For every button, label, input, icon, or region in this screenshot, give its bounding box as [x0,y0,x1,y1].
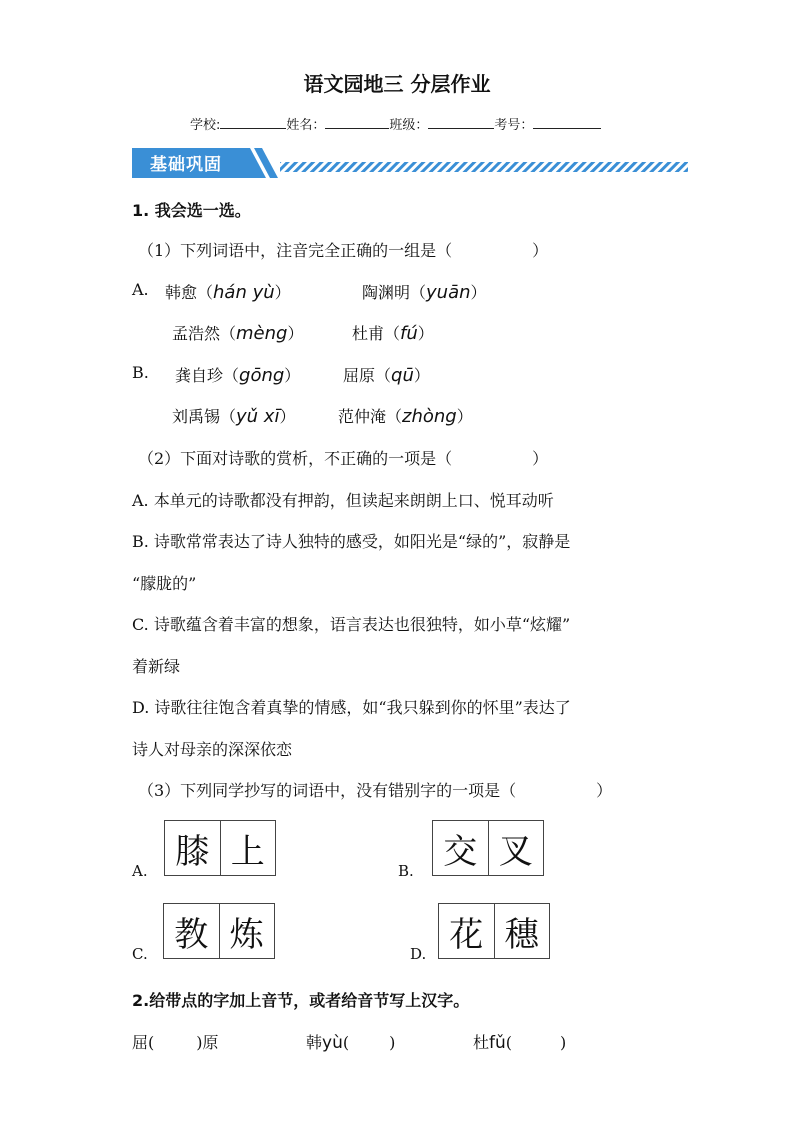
item-text: 杜 [473,1033,490,1052]
q1-sub1-a-item4 [352,321,434,344]
q1-sub1-a-item2 [362,280,487,303]
page-title: 语文园地三 分层作业 [303,72,491,96]
exam-no-label: 考号： [494,118,534,133]
q1-sub2-option-b[interactable]: B. 诗歌常常表达了诗人独特的感受，如阳光是“绿的”，寂静是 [132,532,571,551]
item-text: 韩 [306,1033,323,1052]
item-text: )原 [196,1033,219,1052]
item-text: ) [560,1033,567,1052]
pinyin: yù [322,1033,343,1053]
char-cell: 叉 [488,821,544,875]
char-cell: 上 [220,821,276,875]
q1-sub1-option-b-line1[interactable] [132,363,149,382]
char-cell: 炼 [219,904,275,958]
pinyin: fǔ [489,1033,506,1053]
q1-sub3-option-d-chars [438,903,550,959]
q2-item-2 [306,1030,395,1053]
class-label: 班级： [389,118,429,133]
q1-sub3-stem: （3）下列同学抄写的词语中，没有错别字的一项是（ ） [138,781,613,800]
paren-close: ） [284,366,301,385]
word: 刘禹锡（ [172,407,237,426]
section-label: 基础巩固 [150,155,222,175]
student-info-line [190,114,601,133]
q1-sub2-option-a[interactable]: A. 本单元的诗歌都没有押韵，但读起来朗朗上口、悦耳动听 [132,491,554,510]
word: 陶渊明（ [362,283,427,302]
q1-sub3-option-c-chars [163,903,275,959]
word: 范仲淹（ [338,407,403,426]
pinyin: gōng [239,365,285,386]
q1-sub1-b-item1 [175,363,300,386]
word: 龚自珍（ [175,366,240,385]
pinyin: yǔ xī [236,406,280,427]
char-cell: 教 [174,914,209,955]
q1-sub2-option-c[interactable]: C. 诗歌蕴含着丰富的想象，语言表达也很独特，如小草“炫耀” [132,615,571,634]
item-text: ) [389,1033,396,1052]
option-letter: B. [132,363,149,382]
name-blank[interactable] [325,115,389,129]
paren-close: ） [470,283,487,302]
paren-close: ） [279,407,296,426]
q1-sub3-option-d-letter[interactable]: D. [410,945,427,963]
char-cell: 膝 [175,831,210,872]
q1-sub1-option-a-line1[interactable] [132,280,149,299]
pinyin: fú [400,323,418,344]
pinyin: mèng [236,323,288,344]
word: 韩愈（ [165,283,214,302]
question-1-heading: 1. 我会选一选。 [132,201,251,220]
q1-sub2-option-d[interactable]: D. 诗歌往往饱含着真挚的情感，如“我只躲到你的怀里”表达了 [132,698,571,717]
q1-sub3-option-b-letter[interactable]: B. [398,862,414,880]
q1-sub1-b-item3 [172,404,295,427]
q1-sub2-option-c-cont: 着新绿 [132,657,181,676]
q2-item-1 [132,1030,219,1053]
paren-close: ） [413,366,430,385]
section-banner [132,146,688,180]
paren-close: ） [456,407,473,426]
q1-sub1-a-item3 [172,321,303,344]
school-blank[interactable] [220,115,286,129]
q1-sub1-b-item2 [343,363,430,386]
word: 屈原（ [343,366,392,385]
pinyin: qū [391,365,414,386]
paren-close: ） [287,324,304,343]
item-text: ( [505,1033,513,1052]
question-2-heading: 2.给带点的字加上音节，或者给音节写上汉字。 [132,991,470,1010]
q1-sub1-a-item1 [165,280,291,303]
item-text: 屈( [132,1033,155,1052]
word: 孟浩然（ [172,324,237,343]
q1-sub3-option-a-letter[interactable]: A. [132,862,148,880]
option-letter: A. [132,280,149,299]
name-label: 姓名： [286,118,326,133]
exam-no-blank[interactable] [533,115,601,129]
pinyin: yuān [426,282,471,303]
q1-sub2-option-d-cont: 诗人对母亲的深深依恋 [132,740,293,759]
pinyin: zhòng [402,406,457,427]
paren-close: ） [417,324,434,343]
pinyin: hán yù [213,282,275,303]
char-cell: 穗 [494,904,550,958]
item-text: ( [342,1033,350,1052]
q1-sub1-b-item4 [338,404,473,427]
class-blank[interactable] [428,115,494,129]
q1-sub3-option-c-letter[interactable]: C. [132,945,148,963]
char-cell: 交 [443,831,478,872]
q1-sub2-stem: （2）下面对诗歌的赏析，不正确的一项是（ ） [138,449,549,468]
word: 杜甫（ [352,324,401,343]
char-cell: 花 [449,914,484,955]
q1-sub3-option-a-chars [164,820,276,876]
paren-close: ） [274,283,291,302]
q1-sub2-option-b-cont: “朦胧的” [132,574,197,593]
q1-sub3-option-b-chars [432,820,544,876]
school-label: 学校: [190,118,221,133]
q2-item-3 [473,1030,566,1053]
q1-sub1-stem: （1）下列词语中，注音完全正确的一组是（ ） [138,241,549,260]
